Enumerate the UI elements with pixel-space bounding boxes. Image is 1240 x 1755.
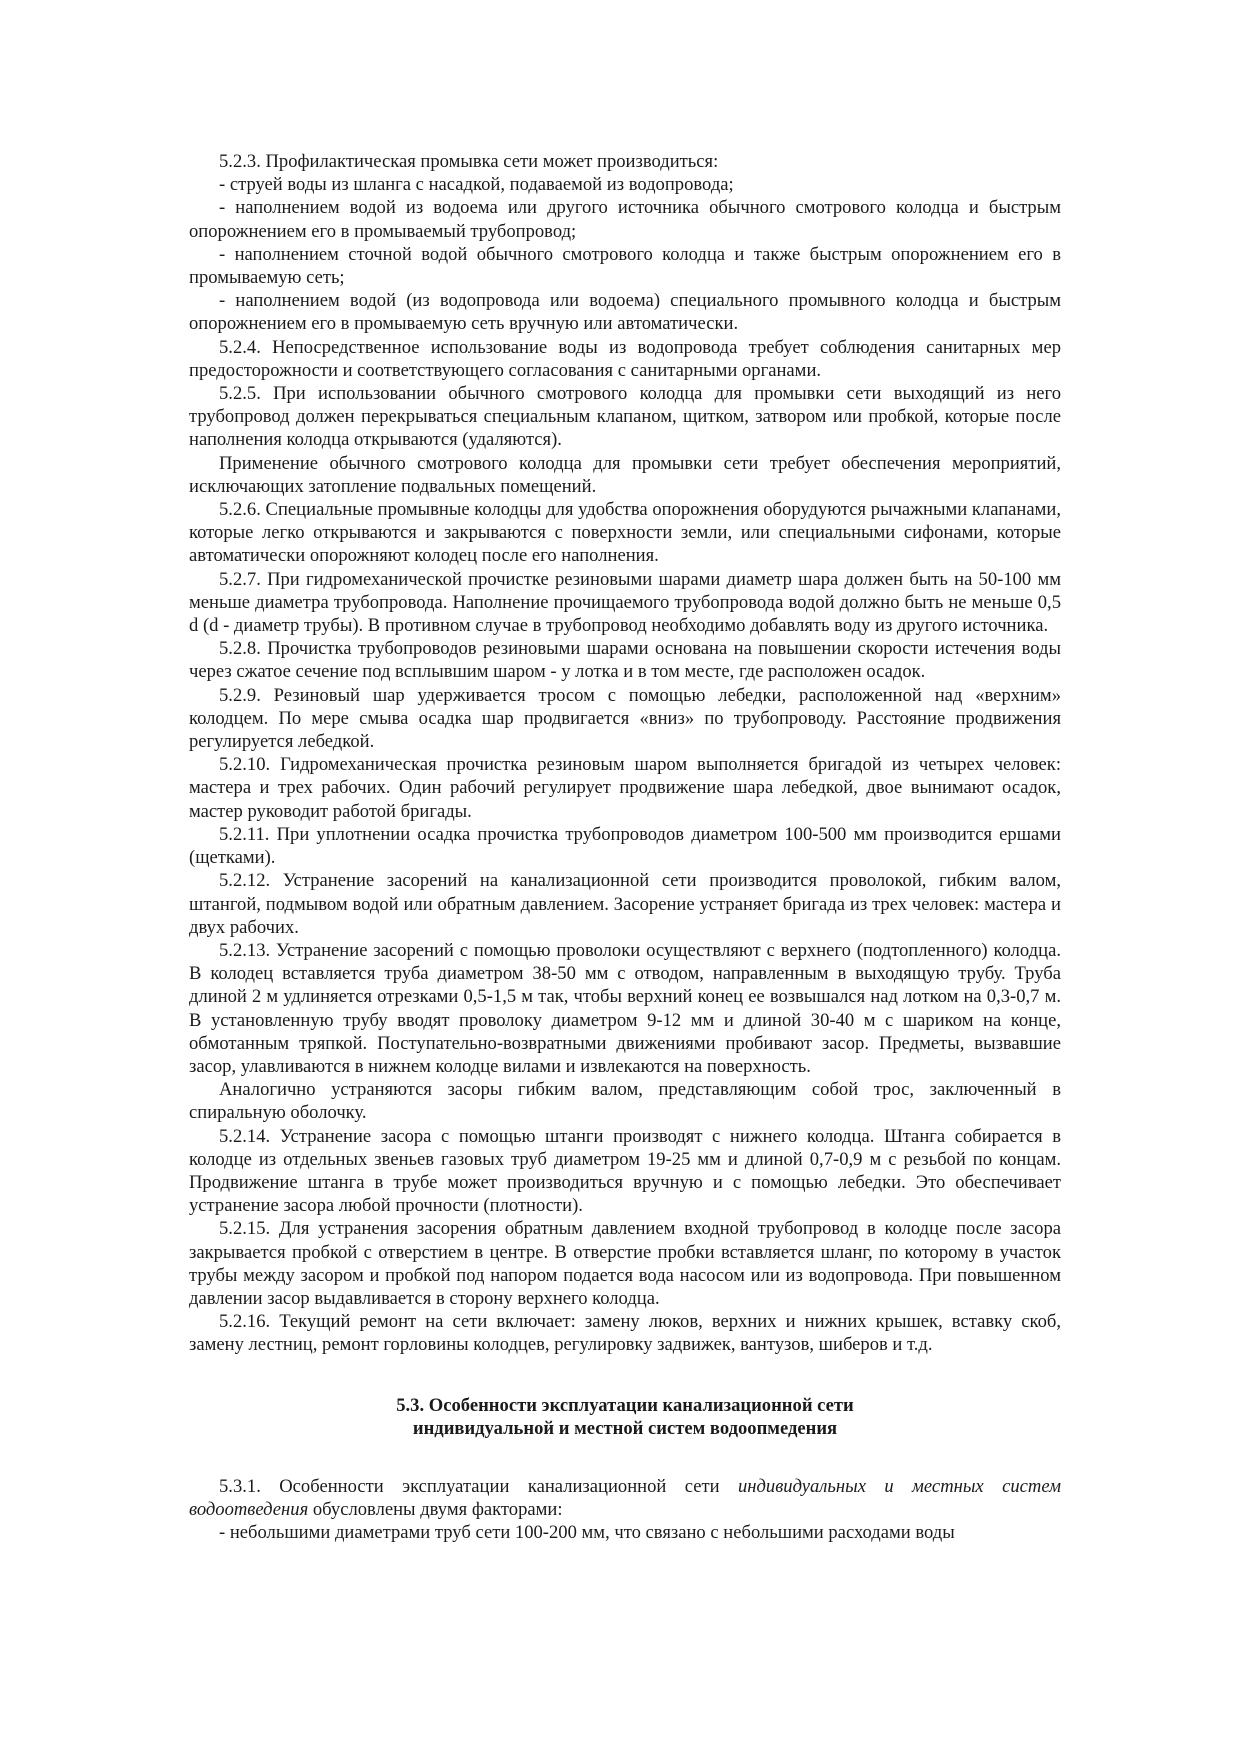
paragraph: Применение обычного смотрового колодца для промывки сети требует обеспечения мероприятий, исключающих затопление подвальных помещений. xyxy=(189,452,1061,497)
paragraph: - наполнением водой из водоема или другого источника обычного смотрового колодца и быстрым опорожнением его в промываемый трубопровод; xyxy=(189,197,1061,242)
paragraph: - наполнением сточной водой обычного смотрового колодца и также быстрым опорожнением его в промываемую сеть; xyxy=(189,243,1061,289)
paragraphs-top xyxy=(189,150,1061,1357)
paragraph: 5.2.15. Для устранения засорения обратным давлением входной трубопровод в колодце после засора закрывается пробкой с отверстием в центре. В отверстие пробки вставляется шланг, по которому в участок трубы между засором и пробкой под напором подается вода насосом или из водопровода. При повышенном давлении засор выдавливается в сторону верхнего колодца. xyxy=(189,1218,1061,1309)
paragraph: 5.2.16. Текущий ремонт на сети включает: замену люков, верхних и нижних крышек, вставку скоб, замену лестниц, ремонт горловины колодцев, регулировку задвижек, вантузов, шиберов и т.д. xyxy=(189,1311,1061,1356)
paragraph-last-line: - небольшими диаметрами труб сети 100-200 мм, что связано с небольшими расходами воды xyxy=(219,1522,955,1544)
paragraph: 5.2.11. При уплотнении осадка прочистка трубопроводов диаметром 100-500 мм производится ершами (щетками). xyxy=(189,823,1061,869)
paragraph: 5.2.8. Прочистка трубопроводов резиновыми шарами основана на повышении скорости истечения воды через сжатое сечение под всплывшим шаром - у лотка и в том месте, где расположен осадок. xyxy=(189,638,1061,683)
paragraph: - наполнением водой (из водопровода или водоема) специального промывного колодца и быстрым опорожнением его в промываемую сеть вручную или автоматически. xyxy=(189,290,1061,335)
paragraph: 5.2.7. При гидромеханической прочистке резиновыми шарами диаметр шара должен быть на 50-100 мм меньше диаметра трубопровода. Наполнение прочищаемого трубопровода водой должно быть не меньше 0,5 d (d - диаметр трубы). В противном случае в трубопровод необходимо добавлять воду из другого источника. xyxy=(189,568,1061,637)
paragraph: Аналогично устраняются засоры гибким валом, представляющим собой трос, заключенный в спиральную оболочку. xyxy=(189,1079,1061,1124)
document-page xyxy=(189,150,1061,1545)
paragraph: 5.2.9. Резиновый шар удерживается тросом с помощью лебедки, расположенной над «верхним» колодцем. По мере смыва осадка шар продвигается «вниз» по трубопроводу. Расстояние продвижения регулируется лебедкой. xyxy=(189,684,1061,753)
paragraph-5-3-1-italic: индивидуальных и местных систем водоотведения xyxy=(189,1475,1061,1521)
paragraph: 5.2.13. Устранение засорений с помощью проволоки осуществляют с верхнего (подтопленного) колодца. В колодец вставляется труба диаметром 38-50 мм с отводом, направленным в выходящую трубу. Труба длиной 2 м удлиняется отрезками 0,5-1,5 м так, чтобы верхний конец ее возвышался над лотком на 0,3-0,7 м. В установленную трубу вводят проволоку диаметром 9-12 мм и длиной 30-40 м с шариком на конце, обмотанным тряпкой. Поступательно-возвратными движениями пробивают засор. Предметы, вызвавшие засор, улавливаются в нижнем колодце вилами и извлекаются на поверхность. xyxy=(189,939,1061,1077)
paragraph: 5.2.6. Специальные промывные колодцы для удобства опорожнения оборудуются рычажными клапанами, которые легко открываются и закрываются с поверхности земли, или специальными сифонами, которые автоматически опорожняют колодец после его наполнения. xyxy=(189,499,1061,567)
paragraph-5-3-1-start: 5.3.1. Особенности эксплуатации канализационной сети xyxy=(219,1475,738,1497)
paragraph: 5.2.10. Гидромеханическая прочистка резиновым шаром выполняется бригадой из четырех человек: мастера и трех рабочих. Один рабочий регулирует продвижение шара лебедкой, двое вынимают осадок, мастер руководит работой бригады. xyxy=(189,754,1061,822)
paragraph: 5.2.12. Устранение засорений на канализационной сети производится проволокой, гибким валом, штангой, подмывом водой или обратным давлением. Засорение устраняет бригада из трех человек: мастера и двух рабочих. xyxy=(189,870,1061,938)
paragraph-5-3-1 xyxy=(189,1475,1061,1521)
section-heading xyxy=(189,1394,1061,1440)
paragraph-5-3-1-end: обусловлены двумя факторами: xyxy=(308,1499,563,1521)
section-heading-line-1: 5.3. Особенности эксплуатации канализационной сети xyxy=(396,1394,854,1416)
paragraph: 5.2.14. Устранение засора с помощью штанги производят с нижнего колодца. Штанга собирается в колодце из отдельных звеньев газовых труб диаметром 19-25 мм и длиной 0,7-0,9 м с резьбой по концам. Продвижение штанга в трубе может производиться вручную и с помощью лебедки. Это обеспечивает устранение засора любой прочности (плотности). xyxy=(189,1125,1061,1217)
paragraph: - струей воды из шланга с насадкой, подаваемой из водопровода; xyxy=(219,174,734,196)
section-heading-line-2: индивидуальной и местной систем водоопмедения xyxy=(412,1417,838,1439)
paragraph: 5.2.3. Профилактическая промывка сети может производиться: xyxy=(219,151,719,172)
paragraph: 5.2.4. Непосредственное использование воды из водопровода требует соблюдения санитарных мер предосторожности и соответствующего согласования с санитарными органами. xyxy=(189,336,1061,381)
paragraph: 5.2.5. При использовании обычного смотрового колодца для промывки сети выходящий из него трубопровод должен перекрываться специальным клапаном, щитком, затвором или пробкой, которые после наполнения колодца открываются (удаляются). xyxy=(189,383,1061,451)
